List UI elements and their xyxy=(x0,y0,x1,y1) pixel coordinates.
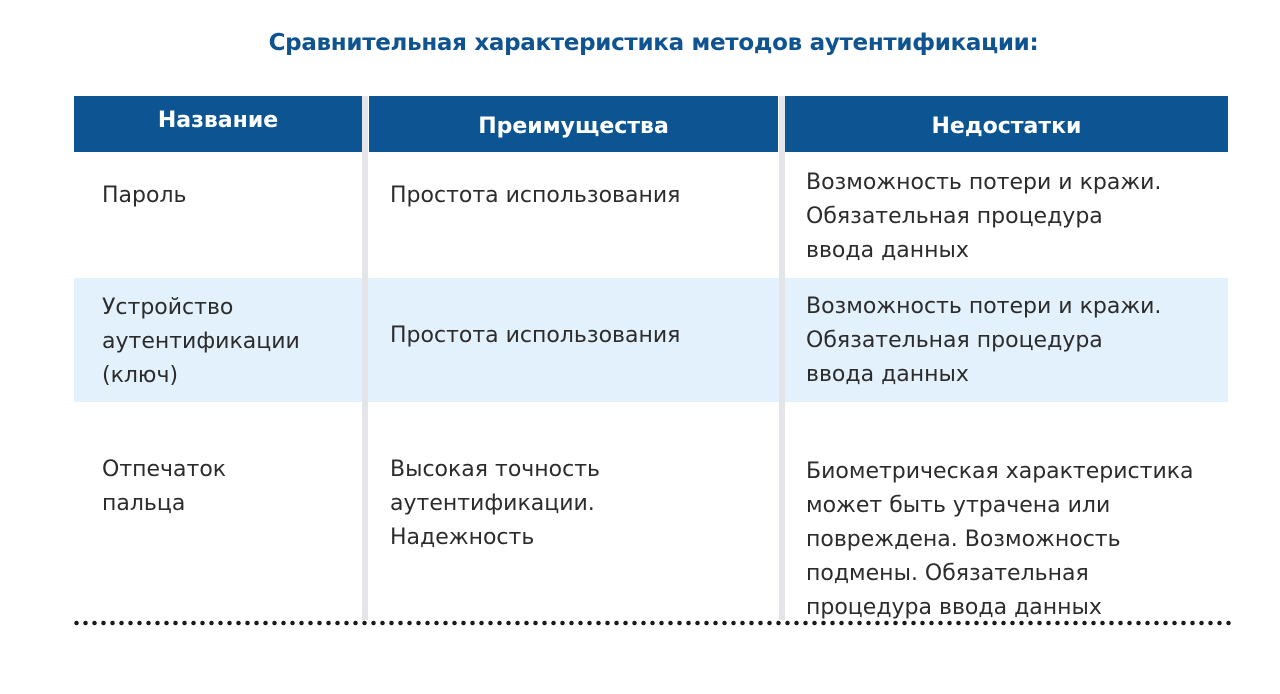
cell-line: Возможность потери и кражи. xyxy=(806,170,1162,195)
cell-line: Отпечаток xyxy=(102,457,227,482)
cell-line: ввода данных xyxy=(806,362,969,387)
table-cell-advantages xyxy=(390,319,680,353)
page-title: Сравнительная характеристика методов аутентификации: xyxy=(268,30,1039,56)
table-cell-disadvantages xyxy=(806,290,1161,392)
cell-line: процедура ввода данных xyxy=(806,595,1102,620)
table-cell-advantages xyxy=(390,453,600,555)
column-divider xyxy=(362,96,368,620)
cell-line: Пароль xyxy=(102,183,187,208)
column-header-advantages: Преимущества xyxy=(369,96,778,152)
dotted-separator xyxy=(72,620,1232,626)
table-cell-disadvantages xyxy=(806,455,1194,625)
table-cell-disadvantages xyxy=(806,166,1161,268)
column-header-name: Название xyxy=(74,96,362,152)
cell-line: аутентификации xyxy=(102,329,300,354)
cell-line: (ключ) xyxy=(102,363,179,388)
cell-line: Возможность потери и кражи. xyxy=(806,294,1162,319)
table-cell-name xyxy=(102,453,226,521)
table-cell-advantages xyxy=(390,179,680,213)
table-cell-name xyxy=(102,179,186,213)
cell-line: повреждена. Возможность xyxy=(806,527,1121,552)
cell-line: Высокая точность xyxy=(390,457,601,482)
table-cell-name xyxy=(102,291,300,393)
cell-line: Устройство xyxy=(102,295,234,320)
cell-line: Обязательная процедура xyxy=(806,204,1103,229)
cell-line: ввода данных xyxy=(806,238,969,263)
cell-line: пальца xyxy=(102,491,186,516)
cell-line: подмены. Обязательная xyxy=(806,561,1089,586)
cell-line: может быть утрачена или xyxy=(806,493,1111,518)
cell-line: Биометрическая характеристика xyxy=(806,459,1194,484)
cell-line: аутентификации. xyxy=(390,491,595,516)
column-header-disadvantages: Недостатки xyxy=(785,96,1228,152)
cell-line: Простота использования xyxy=(390,183,681,208)
cell-line: Надежность xyxy=(390,525,535,550)
cell-line: Простота использования xyxy=(390,323,681,348)
cell-line: Обязательная процедура xyxy=(806,328,1103,353)
column-divider xyxy=(779,96,785,620)
